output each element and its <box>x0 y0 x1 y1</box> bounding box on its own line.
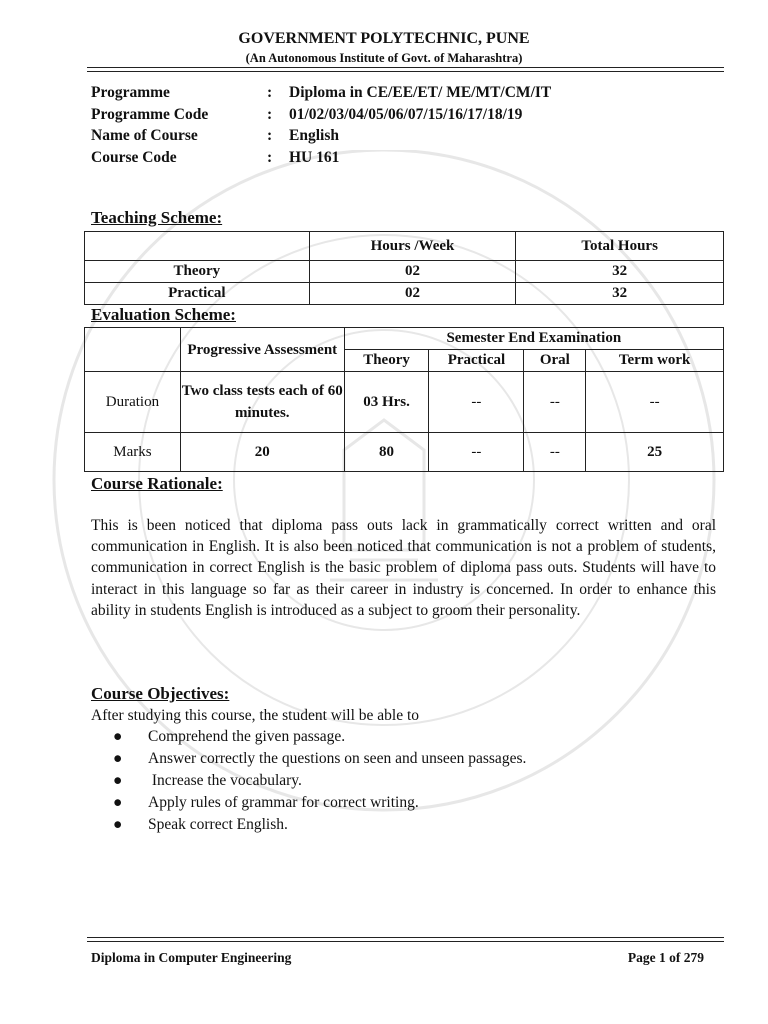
info-value: English <box>289 127 339 144</box>
footer-rule <box>87 941 724 942</box>
info-colon: : <box>267 148 273 166</box>
teaching-scheme-table <box>84 231 724 305</box>
footer-department: Diploma in Computer Engineering <box>91 950 292 965</box>
row-label: Theory <box>85 261 310 283</box>
marks-term-work: 25 <box>586 433 724 472</box>
evaluation-scheme-heading: Evaluation Scheme: <box>91 305 236 324</box>
objectives-intro: After studying this course, the student will be able to <box>91 707 420 724</box>
info-value: 01/02/03/04/05/06/07/15/16/17/18/19 <box>289 105 523 123</box>
hours-week-value: 02 <box>309 261 516 283</box>
bullet-icon: ● <box>113 772 123 789</box>
list-item <box>91 750 526 772</box>
evaluation-scheme-table <box>84 327 724 472</box>
institute-title: GOVERNMENT POLYTECHNIC, PUNE <box>238 30 530 47</box>
empty-cell <box>85 328 181 372</box>
col-term-work: Term work <box>586 350 724 372</box>
col-oral: Oral <box>524 350 586 372</box>
info-label: Course Code <box>91 148 177 166</box>
info-value: Diploma in CE/EE/ET/ ME/MT/CM/IT <box>289 84 552 101</box>
col-progressive-assessment: Progressive Assessment <box>180 328 344 372</box>
header-rule <box>87 71 724 72</box>
list-item <box>91 816 526 838</box>
teaching-scheme-heading: Teaching Scheme: <box>91 208 223 227</box>
marks-practical: -- <box>429 433 524 472</box>
row-label: Practical <box>85 283 310 305</box>
page-number: Page 1 of 279 <box>627 950 704 965</box>
institute-subtitle: (An Autonomous Institute of Govt. of Maharashtra) <box>245 51 523 65</box>
bullet-icon: ● <box>113 794 123 811</box>
duration-theory: 03 Hrs. <box>344 372 429 433</box>
objective-text: Answer correctly the questions on seen and unseen passages. <box>148 750 527 767</box>
info-label: Name of Course <box>91 127 198 144</box>
col-theory: Theory <box>344 350 429 372</box>
table-row <box>85 283 724 305</box>
objectives-list <box>91 728 526 838</box>
row-label: Marks <box>85 433 181 472</box>
objective-text: Apply rules of grammar for correct writing. <box>148 794 419 811</box>
col-practical: Practical <box>429 350 524 372</box>
marks-oral: -- <box>524 433 586 472</box>
objective-text: Comprehend the given passage. <box>148 728 346 745</box>
list-item <box>91 772 526 794</box>
col-semester-end-exam: Semester End Examination <box>344 328 723 350</box>
info-colon: : <box>267 84 273 101</box>
bullet-icon: ● <box>113 816 123 833</box>
info-colon: : <box>267 127 273 144</box>
info-colon: : <box>267 105 273 123</box>
duration-progressive: Two class tests each of 60 minutes. <box>180 372 344 433</box>
table-header-row <box>85 328 724 350</box>
bullet-icon: ● <box>113 750 123 767</box>
objective-text: Increase the vocabulary. <box>148 772 302 789</box>
duration-practical: -- <box>429 372 524 433</box>
footer-rule <box>87 937 724 938</box>
course-rationale-text: This is been noticed that diploma pass outs lack in grammatically correct written and oral communication in English. It is also been noticed that communication is not a problem of students, communication in correct English is the basic problem of diploma pass outs. Students will have to interact in this language so far as their career in industry is concerned. In order to enhance this ability in students English is introduced as a subject to groom their personality. <box>91 517 716 619</box>
list-item <box>91 728 526 750</box>
total-hours-value: 32 <box>516 283 724 305</box>
info-label: Programme <box>91 84 170 101</box>
list-item <box>91 794 526 816</box>
row-label: Duration <box>85 372 181 433</box>
empty-cell <box>85 232 310 261</box>
header-rule <box>87 67 724 68</box>
duration-oral: -- <box>524 372 586 433</box>
bullet-icon: ● <box>113 728 123 745</box>
duration-term-work: -- <box>586 372 724 433</box>
table-header-row <box>85 232 724 261</box>
marks-progressive: 20 <box>180 433 344 472</box>
marks-theory: 80 <box>344 433 429 472</box>
table-row <box>85 372 724 433</box>
info-value: HU 161 <box>289 148 340 166</box>
hours-week-value: 02 <box>309 283 516 305</box>
col-total-hours: Total Hours <box>516 232 724 261</box>
total-hours-value: 32 <box>516 261 724 283</box>
course-rationale-heading: Course Rationale: <box>91 474 223 493</box>
table-row <box>85 433 724 472</box>
objective-text: Speak correct English. <box>148 816 288 833</box>
course-objectives-heading: Course Objectives: <box>91 684 230 703</box>
col-hours-week: Hours /Week <box>309 232 516 261</box>
info-label: Programme Code <box>91 105 209 123</box>
table-row <box>85 261 724 283</box>
